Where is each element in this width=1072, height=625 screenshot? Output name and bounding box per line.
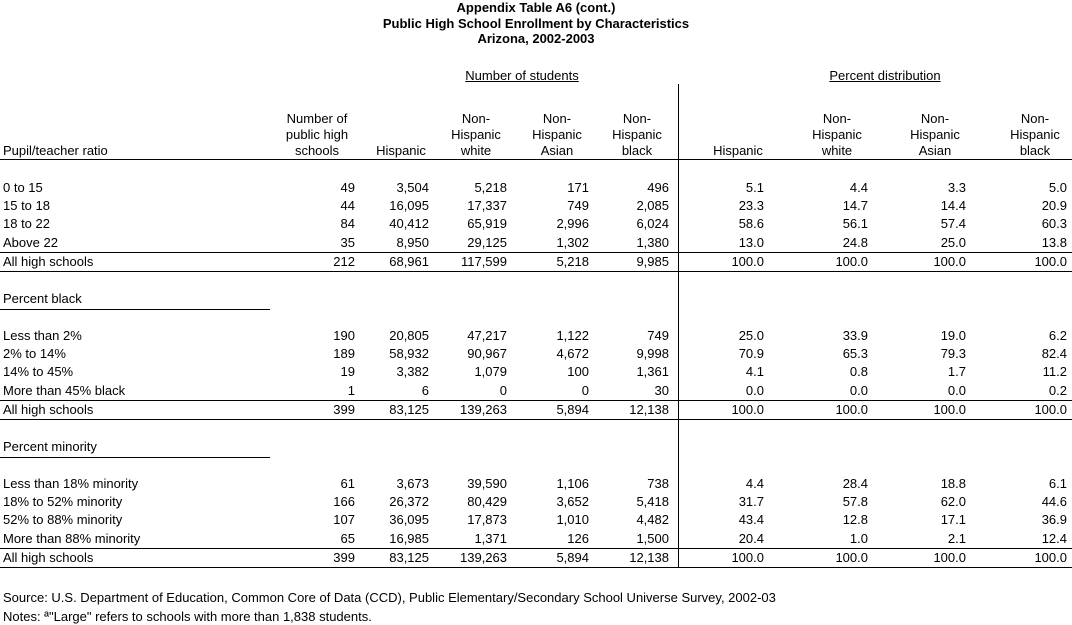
cell-value: 1 [347,382,355,398]
cell-value: 62.0 [940,494,966,510]
cell-value: 60.3 [1041,216,1067,232]
cell-value: 29,125 [467,234,507,250]
cell-value: 20.4 [738,530,764,546]
section-end-rule [0,271,1072,272]
title-line-2: Public High School Enrollment by Characteristics [382,16,690,31]
cell-value: 100.0 [835,253,868,269]
cell-value: 3,652 [556,494,589,510]
cell-value: 117,599 [460,253,507,269]
cell-value: 100.0 [1034,253,1067,269]
cell-value: 12,138 [629,401,669,417]
section-heading: Percent minority [3,439,97,454]
column-header-p-nh-white: Hispanic [812,127,862,142]
column-header-hispanic: Hispanic [376,143,426,158]
title-line-1: Appendix Table A6 (cont.) [456,0,616,15]
cell-value: 40,412 [389,216,429,232]
cell-value: 90,967 [467,346,507,362]
cell-value: 5,894 [556,549,589,565]
total-rule [0,252,1072,253]
cell-value: 4.4 [849,180,868,195]
cell-value: 39,590 [467,476,507,491]
cell-value: 100.0 [731,549,764,565]
cell-value: 399 [333,549,355,565]
cell-value: 8,950 [396,234,429,250]
column-header-nh-white: Non- [461,111,491,126]
cell-value: 496 [647,180,669,195]
column-header-nh-black: Hispanic [612,127,662,142]
cell-value: 58,932 [389,346,429,362]
cell-value: 12.8 [842,512,868,528]
column-header-nh-asian: Hispanic [532,127,582,142]
column-header-p-nh-asian: Asian [918,143,952,158]
cell-value: 25.0 [940,234,966,250]
row-label: Less than 2% [3,328,82,343]
cell-value: 36,095 [389,512,429,528]
cell-value: 68,961 [389,253,429,269]
cell-value: 100.0 [731,253,764,269]
cell-value: 212 [333,253,355,269]
cell-value: 9,985 [636,253,669,269]
cell-value: 738 [647,476,669,491]
section-end-rule [0,419,1072,420]
cell-value: 5.0 [1048,180,1067,195]
cell-value: 1,079 [474,364,507,380]
column-header-nh-white: Hispanic [451,127,501,142]
row-label: All high schools [3,253,94,269]
row-label: Less than 18% minority [3,476,139,491]
cell-value: 1,010 [556,512,589,528]
cell-value: 3,382 [396,364,429,380]
row-label: 0 to 15 [3,180,43,195]
cell-value: 14.4 [940,198,966,214]
cell-value: 100 [567,364,589,380]
cell-value: 126 [567,530,589,546]
row-label: 2% to 14% [3,346,66,362]
cell-value: 19 [340,364,355,380]
cell-value: 49 [340,180,355,195]
column-header-schools: schools [294,143,340,158]
cell-value: 1,500 [636,530,669,546]
cell-value: 9,998 [636,346,669,362]
cell-value: 11.2 [1042,364,1067,380]
cell-value: 107 [333,512,355,528]
cell-value: 166 [333,494,355,510]
row-label: All high schools [3,401,94,417]
cell-value: 33.9 [842,328,868,343]
total-rule [0,400,1072,401]
column-header-nh-asian: Asian [540,143,574,158]
cell-value: 31.7 [738,494,764,510]
column-header-nh-black: Non- [622,111,652,126]
cell-value: 58.6 [738,216,764,232]
cell-value: 5,418 [636,494,669,510]
cell-value: 83,125 [389,549,429,565]
cell-value: 1.0 [849,530,868,546]
notes: Notes: ª"Large" refers to schools with more than 1,838 students. [3,609,372,624]
cell-value: 12,138 [629,549,669,565]
cell-value: 171 [567,180,589,195]
cell-value: 0.8 [849,364,868,380]
row-label: 52% to 88% minority [3,512,123,528]
cell-value: 5,218 [474,180,507,195]
column-header-p-nh-white: white [821,143,853,158]
cell-value: 100.0 [1034,401,1067,417]
total-rule [0,548,1072,549]
cell-value: 3,673 [396,476,429,491]
cell-value: 61 [340,476,355,491]
cell-value: 36.9 [1041,512,1067,528]
cell-value: 56.1 [842,216,868,232]
column-header-schools: public high [285,127,349,142]
cell-value: 0 [581,382,589,398]
cell-value: 100.0 [835,401,868,417]
cell-value: 2,085 [636,198,669,214]
cell-value: 24.8 [842,234,868,250]
row-label: All high schools [3,549,94,565]
cell-value: 17,337 [467,198,507,214]
cell-value: 100.0 [835,549,868,565]
cell-value: 189 [333,346,355,362]
cell-value: 749 [567,198,589,214]
cell-value: 19.0 [940,328,966,343]
column-header-p-nh-asian: Non- [920,111,950,126]
cell-value: 16,095 [389,198,429,214]
cell-value: 84 [340,216,355,232]
row-label: 18 to 22 [3,216,50,232]
cell-value: 14.7 [842,198,868,214]
cell-value: 1,302 [556,234,589,250]
cell-value: 35 [340,234,355,250]
cell-value: 1,106 [556,476,589,491]
column-header-schools: Number of [286,111,348,126]
cell-value: 20,805 [389,328,429,343]
cell-value: 2.1 [947,530,966,546]
cell-value: 6.2 [1048,328,1067,343]
cell-value: 20.9 [1041,198,1067,214]
row-label: More than 45% black [3,382,126,398]
cell-value: 749 [647,328,669,343]
cell-value: 100.0 [933,549,966,565]
cell-value: 2,996 [556,216,589,232]
cell-value: 1.7 [947,364,966,380]
cell-value: 0.0 [849,382,868,398]
cell-value: 100.0 [731,401,764,417]
cell-value: 65 [340,530,355,546]
cell-value: 17,873 [467,512,507,528]
column-header-nh-white: white [460,143,492,158]
column-header-p-nh-black: Hispanic [1010,127,1060,142]
cell-value: 16,985 [389,530,429,546]
cell-value: 100.0 [933,253,966,269]
cell-value: 100.0 [933,401,966,417]
cell-value: 139,263 [460,549,507,565]
section-heading: Percent black [3,291,82,306]
cell-value: 65.3 [842,346,868,362]
cell-value: 0.2 [1048,382,1067,398]
row-label: 15 to 18 [3,198,50,214]
column-header-nh-black: black [621,143,653,158]
column-header-p-nh-asian: Hispanic [910,127,960,142]
column-header-p-hispanic: Hispanic [713,143,763,158]
cell-value: 6 [421,382,429,398]
cell-value: 12.4 [1041,530,1067,546]
cell-value: 6.1 [1048,476,1067,491]
cell-value: 47,217 [467,328,507,343]
cell-value: 23.3 [738,198,764,214]
cell-value: 13.0 [738,234,764,250]
cell-value: 83,125 [389,401,429,417]
cell-value: 57.4 [940,216,966,232]
source-note: Source: U.S. Department of Education, Common Core of Data (CCD), Public Elementary/Secondary School Universe Survey, 2002-03 [3,590,776,605]
header-rule [0,159,1072,160]
cell-value: 1,371 [474,530,507,546]
cell-value: 1,361 [636,364,669,380]
group-header-number-of-students: Number of students [465,68,579,83]
title-line-3: Arizona, 2002-2003 [477,31,595,46]
cell-value: 4,672 [556,346,589,362]
column-header-label: Pupil/teacher ratio [3,143,108,158]
cell-value: 65,919 [467,216,507,232]
cell-value: 4.4 [745,476,764,491]
cell-value: 18.8 [940,476,966,491]
row-label: More than 88% minority [3,530,141,546]
column-header-p-nh-white: Non- [822,111,852,126]
row-label: 18% to 52% minority [3,494,123,510]
cell-value: 44.6 [1041,494,1067,510]
cell-value: 399 [333,401,355,417]
cell-value: 30 [654,382,669,398]
cell-value: 5,218 [556,253,589,269]
column-header-nh-asian: Non- [542,111,572,126]
cell-value: 0.0 [745,382,764,398]
cell-value: 44 [340,198,355,214]
cell-value: 3,504 [396,180,429,195]
cell-value: 4.1 [745,364,764,380]
cell-value: 25.0 [738,328,764,343]
cell-value: 13.8 [1041,234,1067,250]
cell-value: 3.3 [947,180,966,195]
cell-value: 26,372 [389,494,429,510]
column-header-p-nh-black: Non- [1020,111,1050,126]
row-label: 14% to 45% [3,364,74,380]
cell-value: 82.4 [1041,346,1067,362]
cell-value: 190 [333,328,355,343]
cell-value: 5.1 [745,180,764,195]
column-header-p-nh-black: black [1019,143,1051,158]
cell-value: 79.3 [940,346,966,362]
cell-value: 6,024 [636,216,669,232]
cell-value: 43.4 [738,512,764,528]
row-label: Above 22 [3,234,58,250]
cell-value: 17.1 [940,512,966,528]
cell-value: 1,380 [636,234,669,250]
cell-value: 139,263 [460,401,507,417]
section-end-rule [0,567,1072,568]
cell-value: 0.0 [947,382,966,398]
cell-value: 80,429 [467,494,507,510]
cell-value: 28.4 [842,476,868,491]
section-heading-rule [0,457,270,458]
cell-value: 5,894 [556,401,589,417]
group-header-percent-distribution: Percent distribution [829,68,941,83]
cell-value: 70.9 [738,346,764,362]
cell-value: 4,482 [636,512,669,528]
cell-value: 57.8 [842,494,868,510]
cell-value: 0 [499,382,507,398]
section-heading-rule [0,309,270,310]
cell-value: 100.0 [1034,549,1067,565]
cell-value: 1,122 [556,328,589,343]
